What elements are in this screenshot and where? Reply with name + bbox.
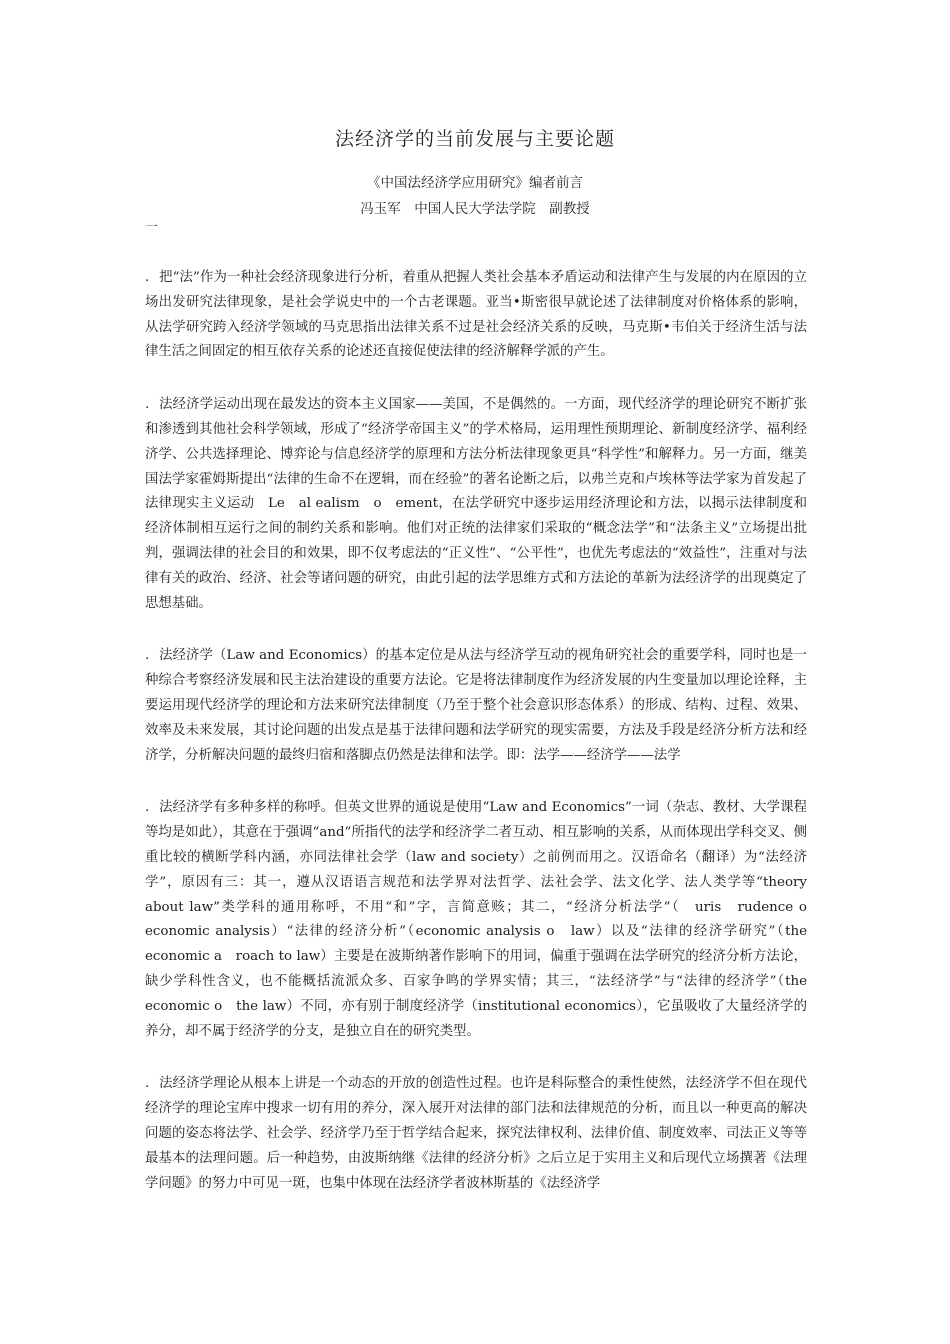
paragraph-number: . [145,648,150,664]
document-title: 法经济学的当前发展与主要论题 [334,128,615,150]
paragraph-text: 法经济学理论从根本上讲是一个动态的开放的创造性过程。也许是科际整合的秉性使然，法经济学不但在现代经济学的理论宝库中搜求一切有用的养分，深入展开对法律的部门法和法律规范的分析，而且以一种更高的解决问题的姿态将法学、社会学、经济学乃至于哲学结合起来，探究法律权利、法律价值、制度效率、司法正义等等最基本的法理问题。后一种趋势，由波斯纳继《法律的经济分析》之后立足于实用主义和后现代立场撰著《法理学问题》的努力中可见一斑，也集中体现在法经济学者波林斯基的《法经济学 [145,1076,807,1191]
paragraph-text: 法经济学运动出现在最发达的资本主义国家——美国，不是偶然的。一方面，现代经济学的理论研究不断扩张和渗透到其他社会科学领域，形成了“经济学帝国主义”的学术格局，运用理性预期理论、新制度经济学、福利经济学、公共选择理论、博弈论与信息经济学的原理和方法分析法律现象更具“科学性”和解释力。另一方面，继美国法学家霍姆斯提出“法律的生命不在逻辑，而在经验”的著名论断之后，以弗兰克和卢埃林等法学家为首发起了法律现实主义运动 Le al ealism o ement，在法学研究中逐步运用经济理论和方法，以揭示法律制度和经济体制相互运行之间的制约关系和影响。他们对正统的法律家们采取的“概念法学”和“法条主义”立场提出批判，强调法律的社会目的和效果，即不仅考虑法的“正义性”、“公平性”，也优先考虑法的“效益性”，注重对与法律有关的政治、经济、社会等诸问题的研究，由此引起的法学思维方式和方法论的革新为法经济学的出现奠定了思想基础。 [145,397,807,611]
paragraph-number: . [145,800,150,816]
paragraph [145,1072,807,1196]
section-number: 一 [145,220,159,235]
paragraph [145,266,807,365]
author-line: 冯玉军 中国人民大学法学院 副教授 [360,201,590,217]
paragraph-number: . [145,1076,150,1092]
paragraph [145,393,807,616]
document-body [145,266,821,1224]
paragraph-text: 法经济学（Law and Economics）的基本定位是从法与经济学互动的视角研究社会的重要学科，同时也是一种综合考察经济发展和民主法治建设的重要方法论。它是将法律制度作为经济发展的内生变量加以理论诠释，主要运用现代经济学的理论和方法来研究法律制度（乃至于整个社会意识形态体系）的形成、结构、过程、效果、效率及未来发展，其讨论问题的出发点是基于法律问题和法学研究的现实需要，方法及手段是经济分析方法和经济学，分析解决问题的最终归宿和落脚点仍然是法律和法学。即：法学——经济学——法学 [145,648,807,763]
paragraph-text: 法经济学有多种多样的称呼。但英文世界的通说是使用“Law and Economics”一词（杂志、教材、大学课程等均是如此），其意在于强调“and”所指代的法学和经济学二者互动、相互影响的关系，从而体现出学科交叉、侧重比较的横断学科内涵，亦同法律社会学（law and society）之前例而用之。汉语命名（翻译）为“法经济学”，原因有三：其一，遵从汉语语言规范和法学界对法哲学、法社会学、法文化学、法人类学等“theory about law”类学科的通用称呼，不用“和”字，言简意赅；其二，“经济分析法学”（ uris rudence o economic analysis）“法律的经济分析”（economic analysis o law）以及“法律的经济学研究”（the economic a roach to law）主要是在波斯纳著作影响下的用词，偏重于强调在法学研究的经济分析方法论，缺少学科性含义，也不能概括流派众多、百家争鸣的学界实情；其三，“法经济学”与“法律的经济学”（the economic o the law）不同，亦有别于制度经济学（institutional economics），它虽吸收了大量经济学的养分，却不属于经济学的分支，是独立自在的研究类型。 [145,800,821,1039]
paragraph [145,796,821,1044]
paragraph-text: 把“法”作为一种社会经济现象进行分析，着重从把握人类社会基本矛盾运动和法律产生与发展的内在原因的立场出发研究法律现象，是社会学说史中的一个古老课题。亚当•斯密很早就论述了法律制度对价格体系的影响，从法学研究跨入经济学领域的马克思指出法律关系不过是社会经济关系的反映，马克斯•韦伯关于经济生活与法律生活之间固定的相互依存关系的论述还直接促使法律的经济解释学派的产生。 [145,270,807,360]
paragraph-number: . [145,270,150,285]
document-subtitle: 《中国法经济学应用研究》编者前言 [367,175,583,191]
paragraph-number: . [145,397,150,413]
paragraph [145,644,807,768]
